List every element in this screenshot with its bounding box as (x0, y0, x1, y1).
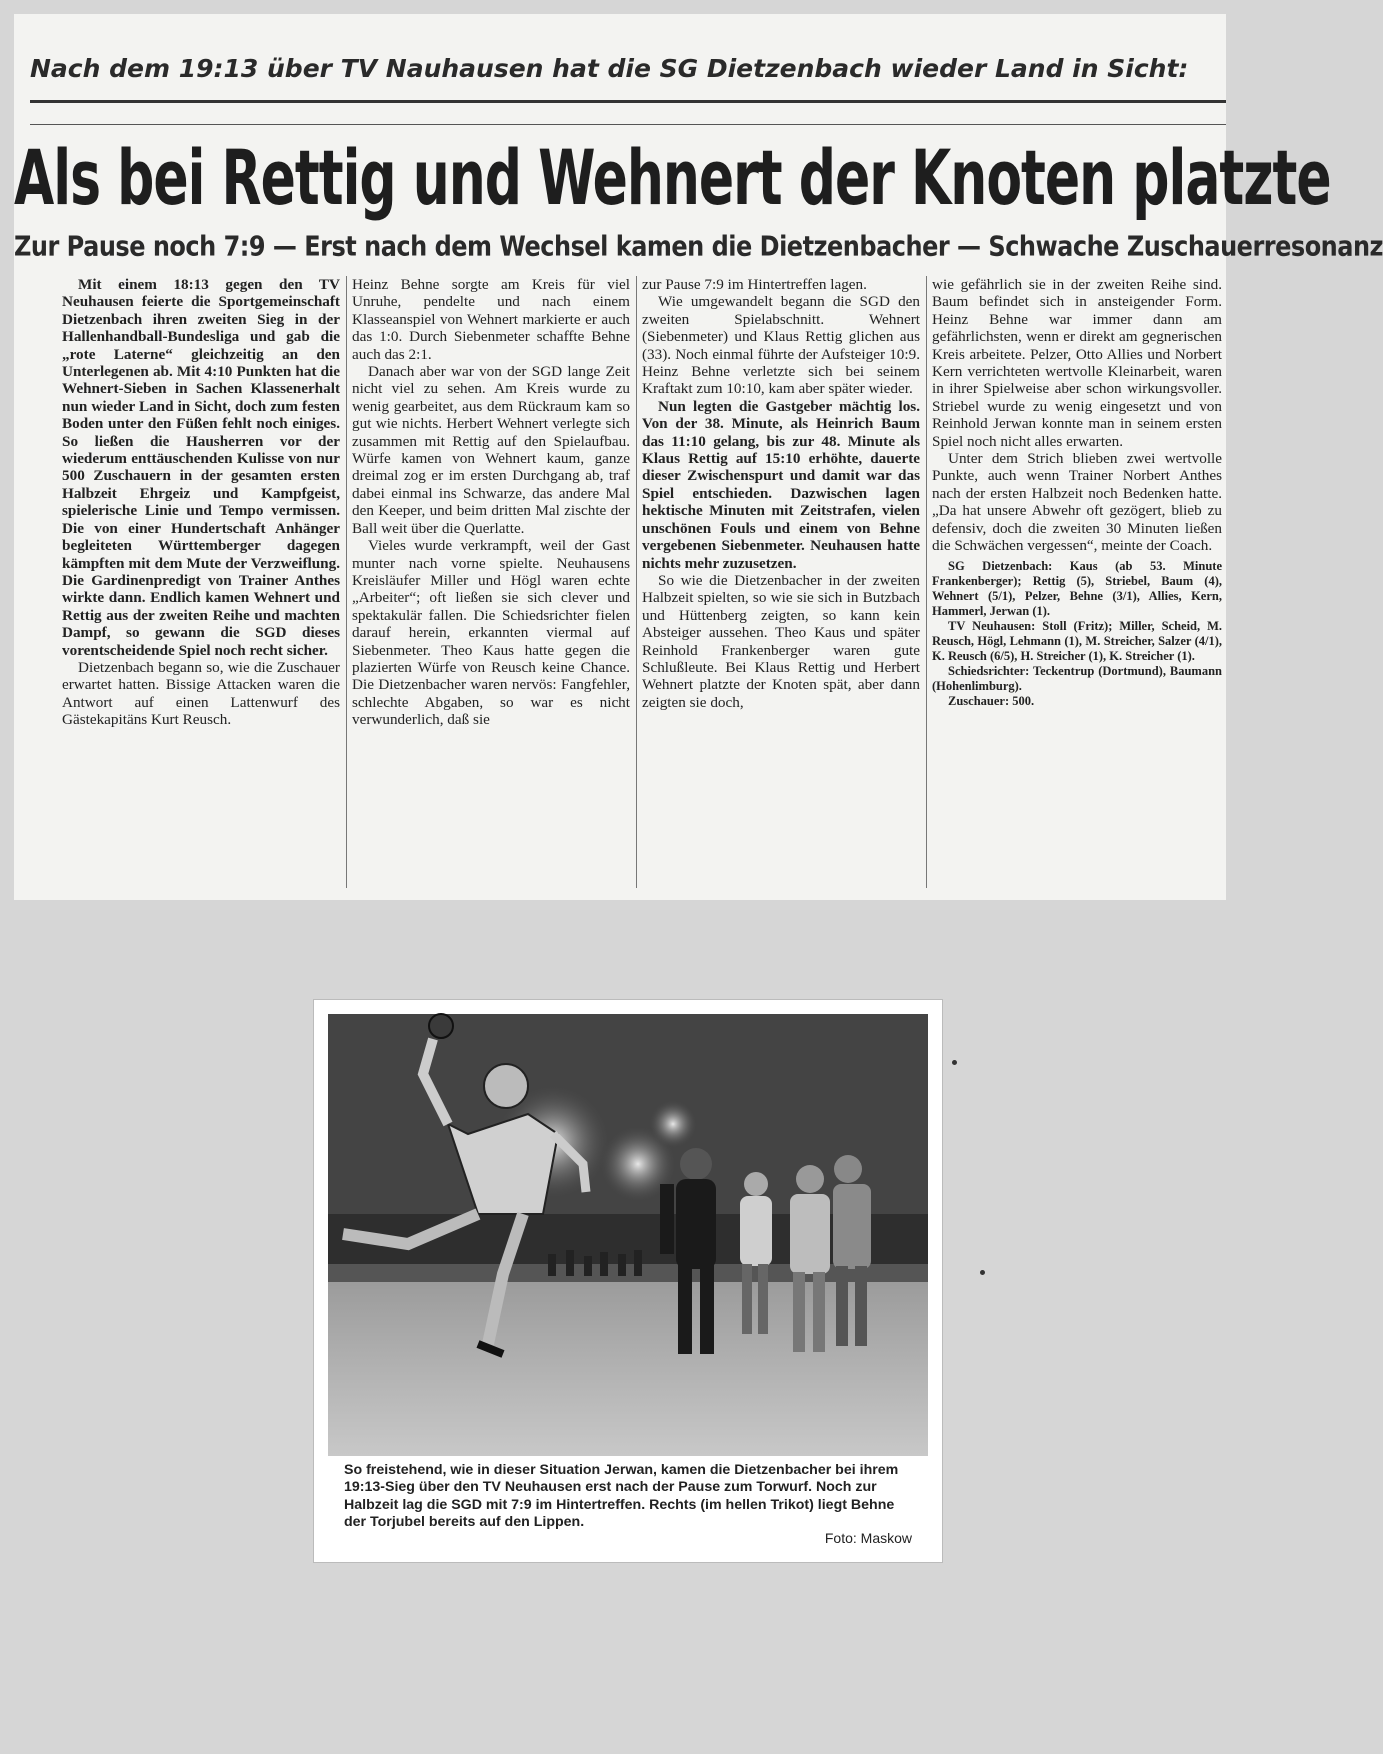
handball-scene-image (328, 1014, 928, 1456)
photo-credit: Foto: Maskow (824, 1530, 912, 1546)
article-subheadline: Zur Pause noch 7:9 — Erst nach dem Wechsel kamen die Dietzenbacher — Schwache Zuschauerresonanz (14, 230, 1383, 263)
scan-speck (952, 1060, 957, 1065)
article-column-2 (352, 276, 630, 894)
scan-speck (980, 1270, 985, 1275)
article-body (62, 276, 1222, 894)
paragraph: zur Pause 7:9 im Hintertreffen lagen. (642, 276, 867, 293)
paragraph: Nun legten die Gastgeber mächtig los. Von der 38. Minute, als Heinrich Baum das 11:10 gelang, bis zur 48. Minute als Klaus Rettig auf 15:10 erhöhte, dauerte dieser Zwischenspurt und damit war das Spiel entschieden. Dazwischen lagen hektische Minuten mit Zeitstrafen, vielen unschönen Fouls und einem von Behne vergebenen Siebenmeter. Neuhausen hatte nichts mehr zuzusetzen. (642, 397, 920, 572)
article-headline: Als bei Rettig und Wehnert der Knoten platzte (14, 136, 1331, 223)
paragraph: Vieles wurde verkrampft, weil der Gast munter nach vorne spielte. Neuhausens Kreisläufer Miller und Högl waren echte „Arbeiter“; oft ließen sie sich clever und spektakulär fallen. Die Schiedsrichter fielen darauf herein, erkannten viermal auf Siebenmeter. Theo Kaus hatte gegen die plazierten Würfe von Reusch keine Chance. Die Dietzenbacher waren nervös: Fangfehler, schlechte Abgaben, so war es nicht verwunderlich, daß sie (352, 537, 630, 729)
paragraph: Unter dem Strich blieben zwei wertvolle Punkte, auch wenn Trainer Norbert Anthes nach der ersten Halbzeit noch Bedenken hatte. „Da hat unsere Abwehr oft gezögert, blieb zu defensiv, doch die zweiten 30 Minuten ließen die Schwächen vergessen“, meinte der Coach. (932, 450, 1222, 555)
lineup-dietzenbach: SG Dietzenbach: Kaus (ab 53. Minute Frankenberger); Rettig (5), Striebel, Baum (4), Wehnert (5/1), Pelzer, Behne (3/1), Allies, Kern, Hammerl, Jerwan (1). (932, 558, 1222, 618)
paragraph: Danach aber war von der SGD lange Zeit nicht viel zu sehen. Am Kreis wurde zu wenig gearbeitet, aus dem Rückraum kam so gut wie nichts. Herbert Wehnert verlegte sich zusammen mit Rettig auf den Spielaufbau. Würfe kamen von Wehnert kaum, ganze dreimal zog er im ersten Durchgang ab, traf dabei einmal ins Schwarze, das andere Mal den Keeper, und beim dritten Mal zischte der Ball weit über die Querlatte. (352, 363, 630, 537)
article-column-1 (62, 276, 340, 894)
photo-clipping (314, 1000, 942, 1562)
paragraph: So wie die Dietzenbacher in der zweiten Halbzeit spielten, so wie sie sich in Butzbach und Hüttenberg zeigten, so kann kein Absteiger aussehen. Theo Kaus und später Reinhold Frankenberger waren gute Schlußleute. Bei Klaus Rettig und Herbert Wehnert platzte der Knoten spät, aber dann zeigten sie doch, (642, 571, 920, 711)
paragraph: Wie umgewandelt begann die SGD den zweiten Spielabschnitt. Wehnert (Siebenmeter) und Klaus Rettig glichen aus (33). Noch einmal führte der Aufsteiger 10:9. Heinz Behne verletzte sich bei seinem Kraftakt zum 10:10, kam aber später wieder. (642, 293, 920, 398)
attendance: Zuschauer: 500. (948, 693, 1035, 708)
article-kicker: Nach dem 19:13 über TV Nauhausen hat die SG Dietzenbach wieder Land in Sicht: (30, 54, 1189, 83)
column-divider (346, 276, 347, 888)
handball-photo (328, 1014, 928, 1456)
paragraph: Mit einem 18:13 gegen den TV Neuhausen feierte die Sportgemeinschaft Dietzenbach ihren zweiten Sieg in der Hallenhandball-Bundesliga und gab die „rote Laterne“ gleichzeitig an den Unterlegenen ab. Mit 4:10 Punkten hat die Wehnert-Sieben in Sachen Klassenerhalt nun wieder Land in Sicht, doch zum festen Boden unter den Füßen fehlt noch einiges. So ließen die Hausherren vor der wiederum enttäuschenden Kulisse von nur 500 Zuschauern in der gesamten ersten Halbzeit Ehrgeiz und Kampfgeist, spielerische Linie und Tempo vermissen. Die von einer Hundertschaft Anhänger begleiteten Württemberger dagegen kämpften mit dem Mute der Verzweiflung. Die Gardinenpredigt von Trainer Anthes wirkte dann. Endlich kamen Wehnert und Rettig aus der zweiten Reihe und machten Dampf, so gewann die SGD dieses vorentscheidende Spiel noch recht sicher. (62, 276, 340, 659)
newspaper-clipping (14, 14, 1383, 900)
column-divider (926, 276, 927, 888)
paragraph: wie gefährlich sie in der zweiten Reihe sind. Baum befindet sich in ansteigender Form. Heinz Behne war immer dann am gefährlichsten, wenn er direkt am gegnerischen Kreis arbeitete. Pelzer, Otto Allies und Norbert Kern verrichteten wertvolle Kleinarbeit, waren in ihrer Spielweise aber schon wirkungsvoller. Striebel wurde zu wenig eingesetzt und von Reinhold Jerwan konnte man in seinem ersten Spiel noch nicht alles erwarten. (932, 276, 1222, 450)
paragraph: Dietzenbach begann so, wie die Zuschauer erwartet hatten. Bissige Attacken waren die Antwort auf einen Lattenwurf des Gästekapitäns Kurt Reusch. (62, 658, 340, 729)
divider (30, 124, 1226, 125)
paragraph: Heinz Behne sorgte am Kreis für viel Unruhe, pendelte und nach einem Klasseanspiel von Wehnert markierte er auch das 1:0. Durch Siebenmeter schaffte Behne auch das 2:1. (352, 276, 630, 363)
divider (30, 100, 1226, 103)
column-divider (636, 276, 637, 888)
photo-caption: So freistehend, wie in dieser Situation Jerwan, kamen die Dietzenbacher bei ihrem 19:13-Sieg über den TV Neuhausen erst nach der Pause zum Torwurf. Noch zur Halbzeit lag die SGD mit 7:9 im Hintertreffen. Rechts (im hellen Trikot) liegt Behne der Torjubel bereits auf den Lippen. (344, 1462, 899, 1531)
lineup-neuhausen: TV Neuhausen: Stoll (Fritz); Miller, Scheid, M. Reusch, Högl, Lehmann (1), M. Streicher, Salzer (4/1), K. Reusch (6/5), H. Streicher (1), K. Streicher (1). (932, 618, 1222, 663)
referees: Schiedsrichter: Teckentrup (Dortmund), Baumann (Hohenlimburg). (932, 663, 1222, 693)
article-column-3 (642, 276, 920, 894)
article-column-4 (932, 276, 1222, 894)
